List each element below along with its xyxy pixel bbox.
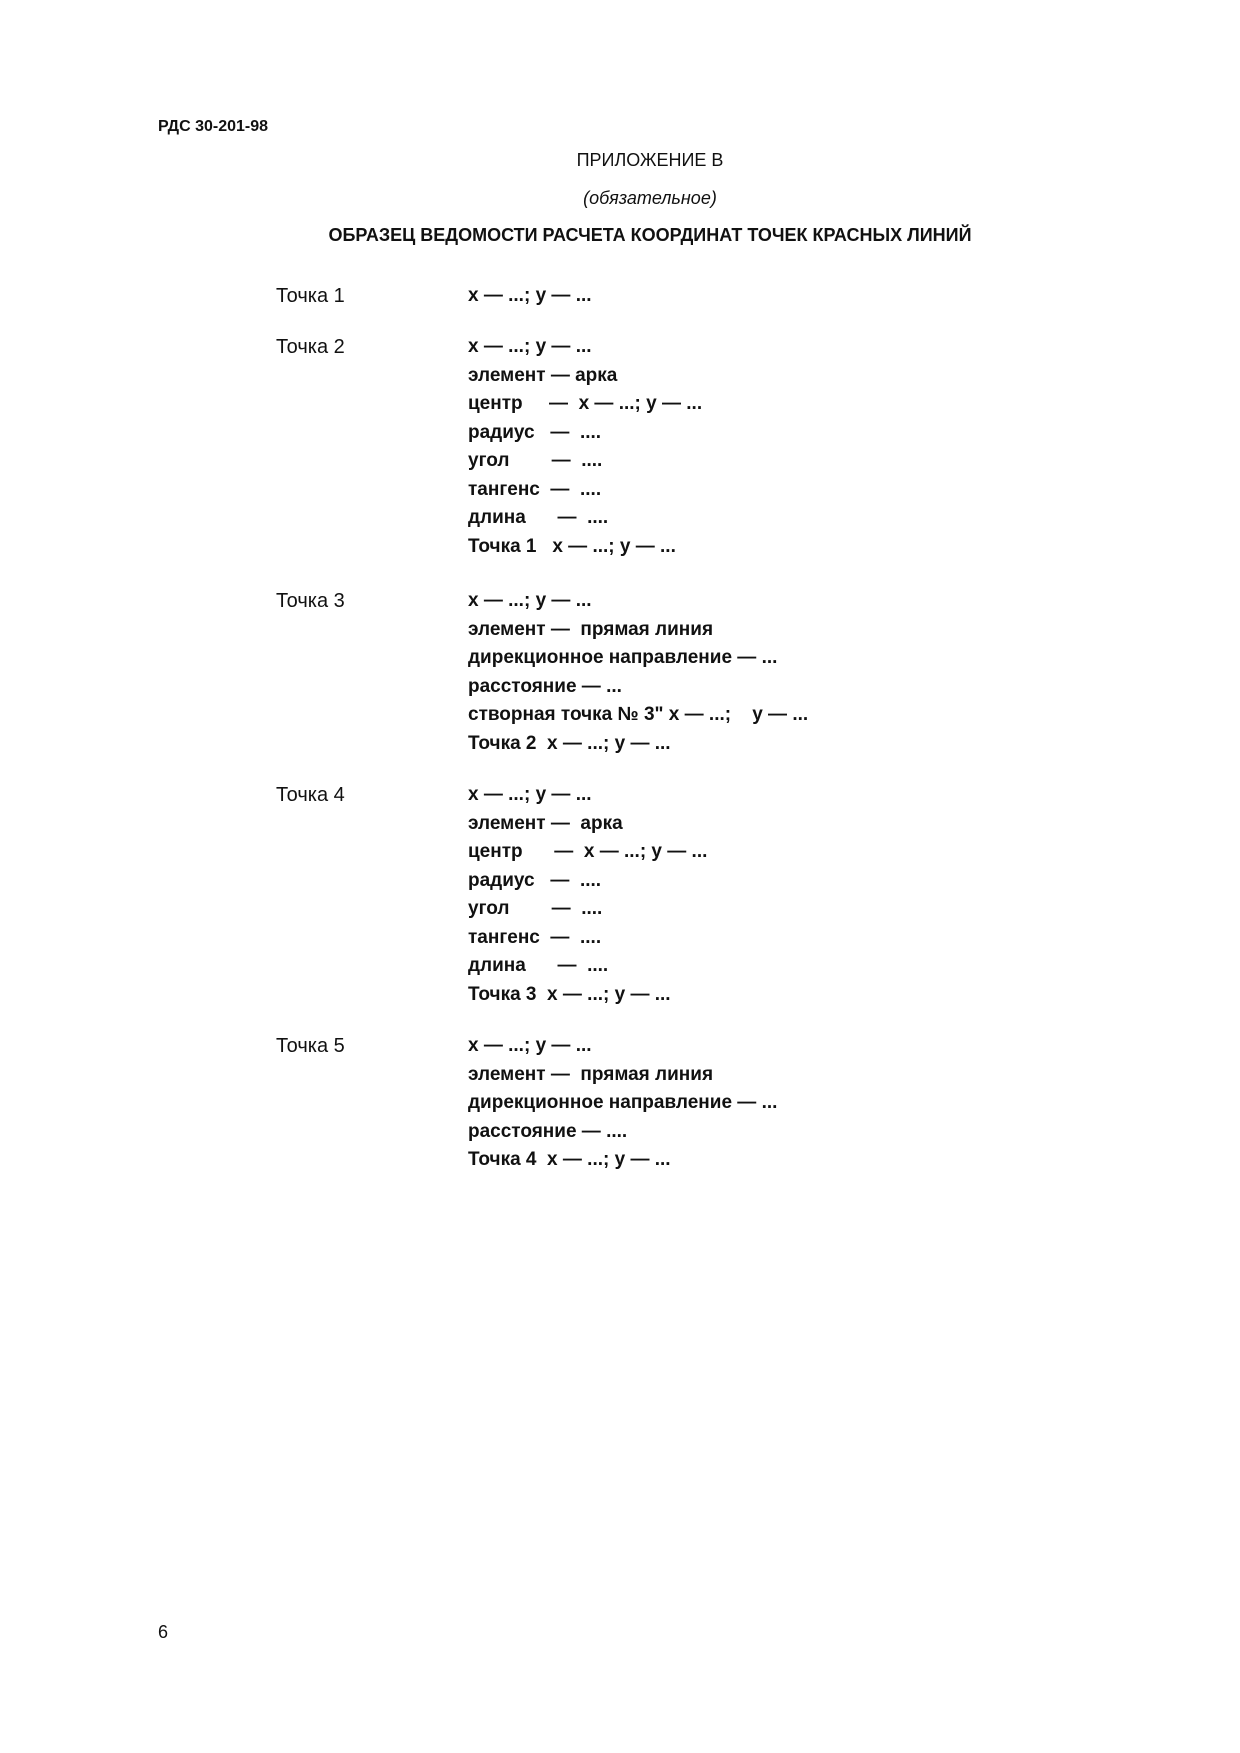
point-label: Точка 3 [276,590,345,612]
document-title: ОБРАЗЕЦ ВЕДОМОСТИ РАСЧЕТА КООРДИНАТ ТОЧЕК КРАСНЫХ ЛИНИЙ [328,225,972,245]
point-detail-line: угол — .... [468,898,603,919]
point-label: Точка 4 [276,784,345,806]
appendix-status: (обязательное) [583,188,717,208]
appendix-heading: ПРИЛОЖЕНИЕ В [576,150,724,170]
point-detail-line: Точка 2 x — ...; y — ... [468,732,671,754]
point-detail-line: тангенс — .... [468,926,602,948]
point-detail-line: тангенс — .... [468,478,602,500]
point-label: Точка 1 [276,285,345,307]
point-detail-line: угол — .... [468,450,603,471]
point-detail-line: центр — x — ...; y — ... [468,841,708,862]
point-detail-line: элемент — арка [468,364,618,386]
point-detail-line: Точка 4 x — ...; y — ... [468,1149,671,1170]
point-detail-line: радиус — .... [468,421,602,443]
point-detail-line: Точка 1 x — ...; y — ... [468,535,676,557]
point-detail-line: длина — .... [468,507,609,528]
document-code: РДС 30-201-98 [158,118,269,135]
point-label: Точка 2 [276,336,345,358]
point-detail-line: створная точка № 3" x — ...; y — ... [468,704,809,725]
point-detail-line: расстояние — .... [468,1120,628,1142]
point-detail-line: элемент — прямая линия [468,1063,714,1085]
point-detail-line: x — ...; y — ... [468,1035,592,1056]
point-detail-line: длина — .... [468,955,609,976]
point-detail-line: расстояние — ... [468,675,622,697]
point-detail-line: дирекционное направление — ... [468,1092,778,1113]
point-detail-line: x — ...; y — ... [468,285,592,306]
point-detail-line: x — ...; y — ... [468,336,592,357]
point-detail-line: дирекционное направление — ... [468,647,778,668]
point-detail-line: x — ...; y — ... [468,784,592,805]
point-detail-line: центр — x — ...; y — ... [468,393,703,414]
page-number: 6 [158,1622,169,1642]
point-label: Точка 5 [276,1035,345,1057]
point-detail-line: Точка 3 x — ...; y — ... [468,983,671,1005]
point-detail-line: радиус — .... [468,869,602,891]
point-detail-line: x — ...; y — ... [468,590,592,611]
point-detail-line: элемент — прямая линия [468,618,714,640]
point-detail-line: элемент — арка [468,812,623,834]
